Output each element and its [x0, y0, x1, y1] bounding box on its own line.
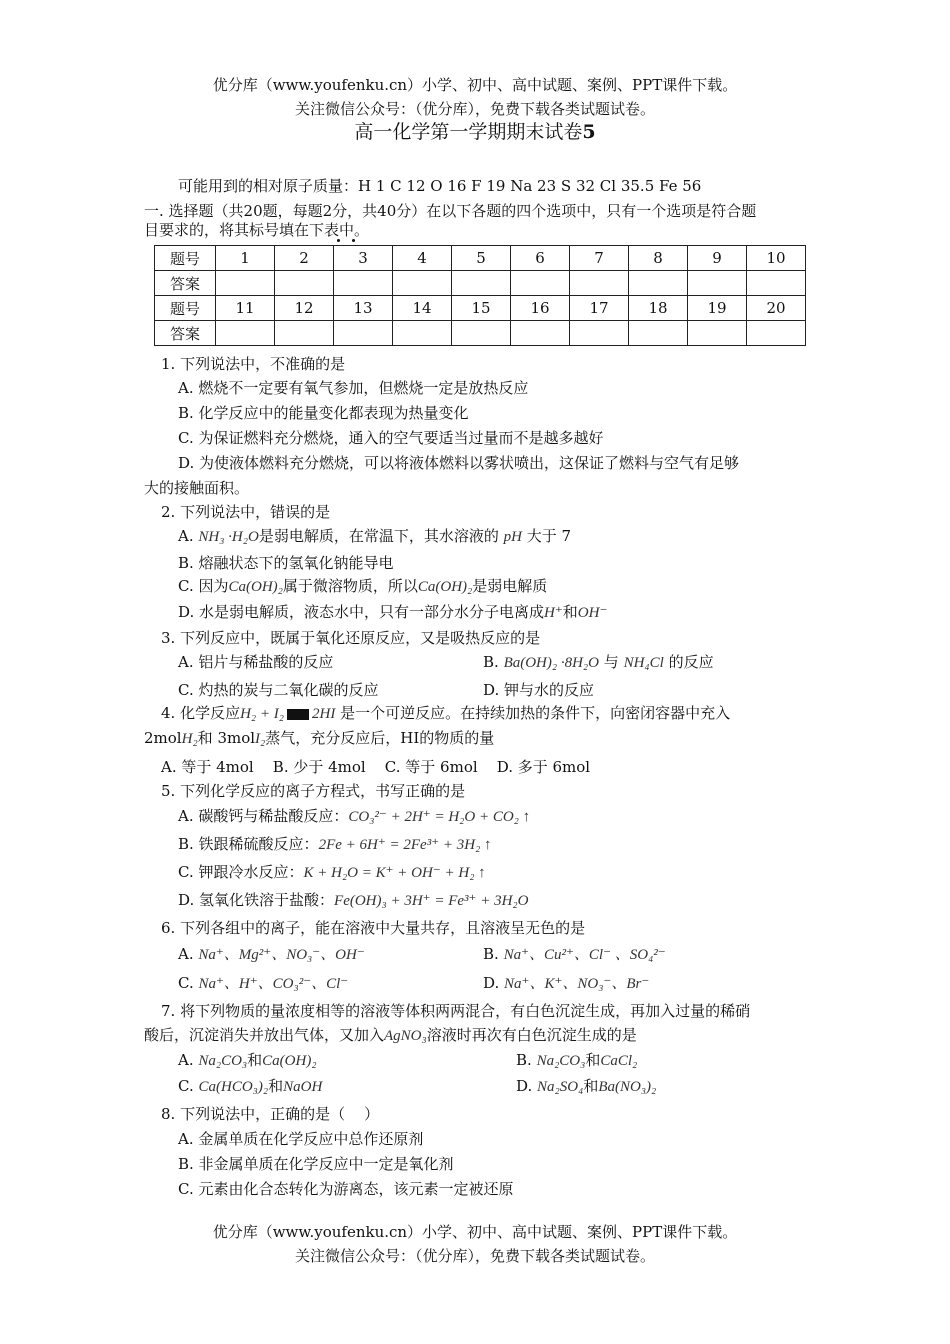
q6-option-d [483, 973, 649, 994]
table-cell: 6 [511, 246, 570, 271]
q1-stem: 1. 下列说法中，不准确的是 [161, 355, 346, 373]
q1-option-a: A. 燃烧不一定要有氧气参加，但燃烧一定是放热反应 [178, 379, 529, 397]
text: A. 碳酸钙与稀盐酸反应： [178, 807, 349, 825]
table-cell: 3 [334, 246, 393, 271]
formula: Ba(NO₃)₂ [598, 1079, 657, 1095]
answer-cell[interactable] [393, 271, 452, 296]
emphasis-dot [352, 239, 355, 242]
q6-option-b [483, 944, 666, 965]
option-label: C. [178, 974, 199, 992]
option-label: A. [178, 527, 199, 545]
table-header-cell: 题号 [155, 296, 216, 321]
table-cell: 2 [275, 246, 334, 271]
table-cell: 20 [747, 296, 806, 321]
answer-table [154, 245, 806, 346]
answer-cell[interactable] [570, 321, 629, 346]
formula: 2Fe + 6H⁺ = 2Fe³⁺ + 3H₂ ↑ [318, 837, 492, 853]
answer-cell[interactable] [629, 321, 688, 346]
q5-option-b [178, 834, 492, 855]
text: B. 铁跟稀硫酸反应： [178, 835, 319, 853]
answer-cell[interactable] [334, 271, 393, 296]
q2-stem: 2. 下列说法中，错误的是 [161, 503, 331, 521]
section1-line-1: 一. 选择题（共20题，每题2分，共40分）在以下各题的四个选项中，只有一个选项是符合题 [144, 202, 757, 220]
table-header-cell: 题号 [155, 246, 216, 271]
q5-option-d [178, 890, 528, 911]
formula: NH₄Cl [623, 655, 664, 671]
answer-cell[interactable] [275, 321, 334, 346]
text: 溶液时再次有白色沉淀生成的是 [426, 1026, 637, 1044]
answer-cell[interactable] [570, 271, 629, 296]
option-label: B. [483, 945, 504, 963]
text: 是弱电解质 [472, 577, 548, 595]
table-row [155, 296, 806, 321]
text: 属于微溶物质，所以 [282, 577, 418, 595]
formula: CO₃²⁻ + 2H⁺ = H₂O + CO₂ ↑ [348, 809, 531, 825]
text: 和 3mol [197, 729, 256, 747]
q8-stem: 8. 下列说法中，正确的是（ ） [161, 1105, 380, 1123]
table-cell: 5 [452, 246, 511, 271]
answer-cell[interactable] [629, 271, 688, 296]
table-row [155, 271, 806, 296]
q5-stem: 5. 下列化学反应的离子方程式，书写正确的是 [161, 782, 466, 800]
option-label: D. [483, 974, 505, 992]
page-title [0, 122, 950, 142]
footer-line-2: 关注微信公众号：（优分库），免费下载各类试题试卷。 [294, 1247, 655, 1265]
q2-option-b: B. 熔融状态下的氢氧化钠能导电 [178, 554, 394, 572]
table-header-cell: 答案 [155, 271, 216, 296]
atomic-masses: 可能用到的相对原子质量：H 1 C 12 O 16 F 19 Na 23 S 32 Cl 35.5 Fe 56 [178, 177, 702, 195]
option-label: C. [178, 1077, 199, 1095]
formula: Na⁺、K⁺、NO₃⁻、Br⁻ [504, 976, 650, 992]
header-line-1: 优分库（www.youfenku.cn）小学、初中、高中试题、案例、PPT课件下载。 [212, 76, 738, 94]
q7-line-1: 7. 将下列物质的量浓度相等的溶液等体积两两混合，有白色沉淀生成，再加入过量的稀硝 [161, 1002, 751, 1020]
formula: AgNO₃ [384, 1028, 427, 1044]
text: C. 钾跟冷水反应： [178, 863, 304, 881]
q1-option-d-cont: 大的接触面积。 [144, 479, 250, 497]
answer-cell[interactable] [452, 321, 511, 346]
text: 是弱电解质，在常温下，其水溶液的 [258, 527, 499, 545]
text: 和 [583, 1077, 599, 1095]
q5-option-a [178, 806, 530, 827]
table-cell: 14 [393, 296, 452, 321]
text: 和 [268, 1077, 284, 1095]
table-cell: 1 [216, 246, 275, 271]
formula: Ca(OH)₂ [417, 579, 473, 595]
q7-line-2 [144, 1025, 637, 1046]
emphasis-dot [337, 239, 340, 242]
table-cell: 16 [511, 296, 570, 321]
q6-option-a [178, 944, 365, 965]
text: D. 氢氧化铁溶于盐酸： [178, 891, 335, 909]
q4-line-1 [161, 703, 730, 724]
formula: Na₂CO₃ [536, 1053, 586, 1069]
q8-option-a: A. 金属单质在化学反应中总作还原剂 [178, 1130, 424, 1148]
formula: CaCl₂ [600, 1053, 638, 1069]
q7-option-c [178, 1076, 322, 1097]
q2-option-c [178, 576, 547, 597]
table-cell: 8 [629, 246, 688, 271]
formula: Ca(OH)₂ [228, 579, 283, 595]
formula: Na₂SO₄ [537, 1079, 584, 1095]
q4-line-2 [144, 728, 494, 749]
table-cell: 10 [747, 246, 806, 271]
answer-cell[interactable] [688, 271, 747, 296]
answer-cell[interactable] [747, 271, 806, 296]
q2-option-d [178, 602, 607, 623]
q6-option-c [178, 973, 348, 994]
answer-cell[interactable] [216, 271, 275, 296]
formula: Na₂CO₃ [198, 1053, 248, 1069]
answer-cell[interactable] [216, 321, 275, 346]
q4-options: A. 等于 4mol B. 少于 4mol C. 等于 6mol D. 多于 6mol [161, 758, 591, 776]
formula: pH [503, 529, 522, 545]
title-number: 5 [582, 121, 596, 143]
table-cell: 17 [570, 296, 629, 321]
q3-stem: 3. 下列反应中，既属于氧化还原反应，又是吸热反应的是 [161, 629, 541, 647]
title-text: 高一化学第一学期期末试卷 [354, 121, 583, 143]
table-header-cell: 答案 [155, 321, 216, 346]
option-label: A. [178, 1051, 199, 1069]
text: 和 [562, 603, 578, 621]
formula: Ca(OH)₂ [262, 1053, 317, 1069]
table-cell: 19 [688, 296, 747, 321]
formula: I₂ [255, 731, 266, 747]
q7-option-a [178, 1050, 317, 1071]
formula: H₂ + I₂ [240, 706, 284, 722]
q3-option-b [483, 652, 714, 673]
text: 和 [247, 1051, 263, 1069]
table-cell: 11 [216, 296, 275, 321]
answer-cell[interactable] [511, 321, 570, 346]
option-label: D. 水是弱电解质，液态水中，只有一部分水分子电离成 [178, 603, 545, 621]
option-label: D. [516, 1077, 538, 1095]
footer-line-1: 优分库（www.youfenku.cn）小学、初中、高中试题、案例、PPT课件下载。 [212, 1223, 738, 1241]
formula: K + H₂O = K⁺ + OH⁻ + H₂ ↑ [303, 865, 486, 881]
answer-cell[interactable] [334, 321, 393, 346]
text: 是一个可逆反应。在持续加热的条件下，向密闭容器中充入 [340, 704, 731, 722]
table-cell: 7 [570, 246, 629, 271]
header-line-2: 关注微信公众号：（优分库），免费下载各类试题试卷。 [294, 100, 655, 118]
table-cell: 13 [334, 296, 393, 321]
answer-cell[interactable] [275, 271, 334, 296]
text: 2mol [144, 729, 182, 747]
q7-option-d [516, 1076, 656, 1097]
answer-cell[interactable] [511, 271, 570, 296]
q8-option-c: C. 元素由化合态转化为游离态，该元素一定被还原 [178, 1180, 514, 1198]
formula: H⁺ [544, 605, 563, 621]
option-label: A. [178, 945, 199, 963]
q3-option-c: C. 灼热的炭与二氧化碳的反应 [178, 681, 379, 699]
formula: NH₃ ·H₂O [198, 529, 259, 545]
q1-option-c: C. 为保证燃料充分燃烧，通入的空气要适当过量而不是越多越好 [178, 429, 604, 447]
table-row [155, 321, 806, 346]
q7-option-b [516, 1050, 637, 1071]
text: 和 [585, 1051, 601, 1069]
q3-option-a: A. 铝片与稀盐酸的反应 [178, 653, 334, 671]
q2-option-a [178, 526, 571, 547]
table-cell: 4 [393, 246, 452, 271]
option-label: C. 因为 [178, 577, 229, 595]
q8-option-b: B. 非金属单质在化学反应中一定是氧化剂 [178, 1155, 454, 1173]
answer-cell[interactable] [688, 321, 747, 346]
q1-option-d: D. 为使液体燃料充分燃烧，可以将液体燃料以雾状喷出，这保证了燃料与空气有足够 [178, 454, 740, 472]
reversible-arrow-icon [287, 709, 309, 720]
formula: Na⁺、Mg²⁺、NO₃⁻、OH⁻ [198, 947, 365, 963]
q1-option-b: B. 化学反应中的能量变化都表现为热量变化 [178, 404, 469, 422]
formula: Na⁺、H⁺、CO₃²⁻、Cl⁻ [198, 976, 349, 992]
q6-stem: 6. 下列各组中的离子，能在溶液中大量共存，且溶液呈无色的是 [161, 919, 586, 937]
formula: OH⁻ [577, 605, 608, 621]
option-label: B. [483, 653, 504, 671]
formula: Na⁺、Cu²⁺、Cl⁻ 、SO₄²⁻ [503, 947, 666, 963]
text: 4. 化学反应 [161, 704, 241, 722]
formula: Fe(OH)₃ + 3H⁺ = Fe³⁺ + 3H₂O [334, 893, 529, 909]
q5-option-c [178, 862, 486, 883]
formula: H₂ [181, 731, 198, 747]
answer-cell[interactable] [393, 321, 452, 346]
formula: NaOH [283, 1079, 323, 1095]
section1-line-2: 目要求的，将其标号填在下表中。 [144, 221, 370, 239]
formula: 2HI [311, 706, 336, 722]
option-label: B. [516, 1051, 537, 1069]
q3-option-d: D. 钾与水的反应 [483, 681, 595, 699]
text: 的反应 [668, 653, 714, 671]
table-cell: 12 [275, 296, 334, 321]
text: 与 [603, 653, 619, 671]
text: 大于 7 [526, 527, 572, 545]
table-cell: 15 [452, 296, 511, 321]
table-row [155, 246, 806, 271]
table-cell: 18 [629, 296, 688, 321]
table-cell: 9 [688, 246, 747, 271]
answer-cell[interactable] [452, 271, 511, 296]
formula: Ba(OH)₂ ·8H₂O [503, 655, 599, 671]
formula: Ca(HCO₃)₂ [198, 1079, 269, 1095]
text: 蒸气，充分反应后，HI的物质的量 [265, 729, 495, 747]
text: 酸后，沉淀消失并放出气体，又加入 [144, 1026, 385, 1044]
answer-cell[interactable] [747, 321, 806, 346]
